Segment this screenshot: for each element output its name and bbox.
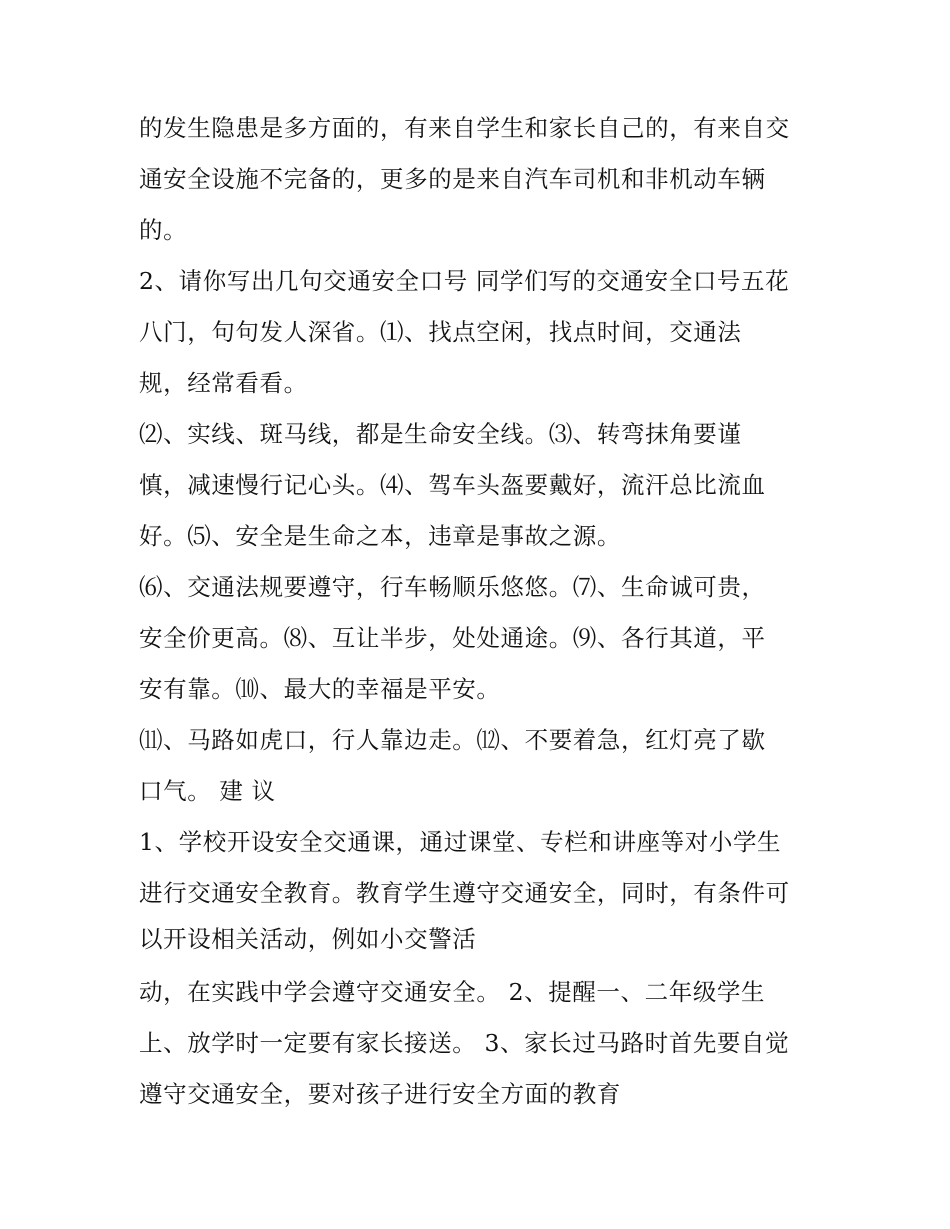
text-line-16: 进行交通安全教育。教育学生遵守交通安全，同时，有条件可 <box>139 879 790 907</box>
text-line-3: 的。 <box>139 216 188 244</box>
text-line-19: 上、放学时一定要有家长接送。 3、家长过马路时首先要自觉 <box>139 1029 790 1057</box>
text-line-15: 1、学校开设安全交通课，通过课堂、专栏和讲座等对小学生 <box>139 828 782 856</box>
text-line-20: 遵守交通安全，要对孩子进行安全方面的教育 <box>139 1080 621 1108</box>
text-line-1: 的发生隐患是多方面的，有来自学生和家长自己的，有来自交 <box>139 114 790 142</box>
text-line-5: 八门，句句发人深省。⑴、找点空闲，找点时间，交通法 <box>139 318 742 346</box>
text-line-6: 规，经常看看。 <box>139 369 308 397</box>
text-line-12: 安有靠。⑽、最大的幸福是平安。 <box>139 675 501 703</box>
text-line-10: ⑹、交通法规要遵守，行车畅顺乐悠悠。⑺、生命诚可贵， <box>139 573 766 601</box>
text-line-13: ⑾、马路如虎口，行人靠边走。⑿、不要着急，红灯亮了歇 <box>139 726 766 754</box>
text-line-8: 慎，减速慢行记心头。⑷、驾车头盔要戴好，流汗总比流血 <box>139 471 766 499</box>
text-line-11: 安全价更高。⑻、互让半步，处处通途。⑼、各行其道，平 <box>139 624 766 652</box>
text-line-9: 好。⑸、安全是生命之本，违章是事故之源。 <box>139 522 621 550</box>
text-line-17: 以开设相关活动，例如小交警活 <box>139 925 477 953</box>
text-line-2: 通安全设施不完备的，更多的是来自汽车司机和非机动车辆 <box>139 165 766 193</box>
text-line-18: 动，在实践中学会遵守交通安全。 2、提醒一、二年级学生 <box>139 978 766 1006</box>
text-line-14: 口气。 建 议 <box>139 777 276 805</box>
text-line-7: ⑵、实线、斑马线，都是生命安全线。⑶、转弯抹角要谨 <box>139 420 742 448</box>
text-line-4: 2、请你写出几句交通安全口号 同学们写的交通安全口号五花 <box>139 267 790 295</box>
